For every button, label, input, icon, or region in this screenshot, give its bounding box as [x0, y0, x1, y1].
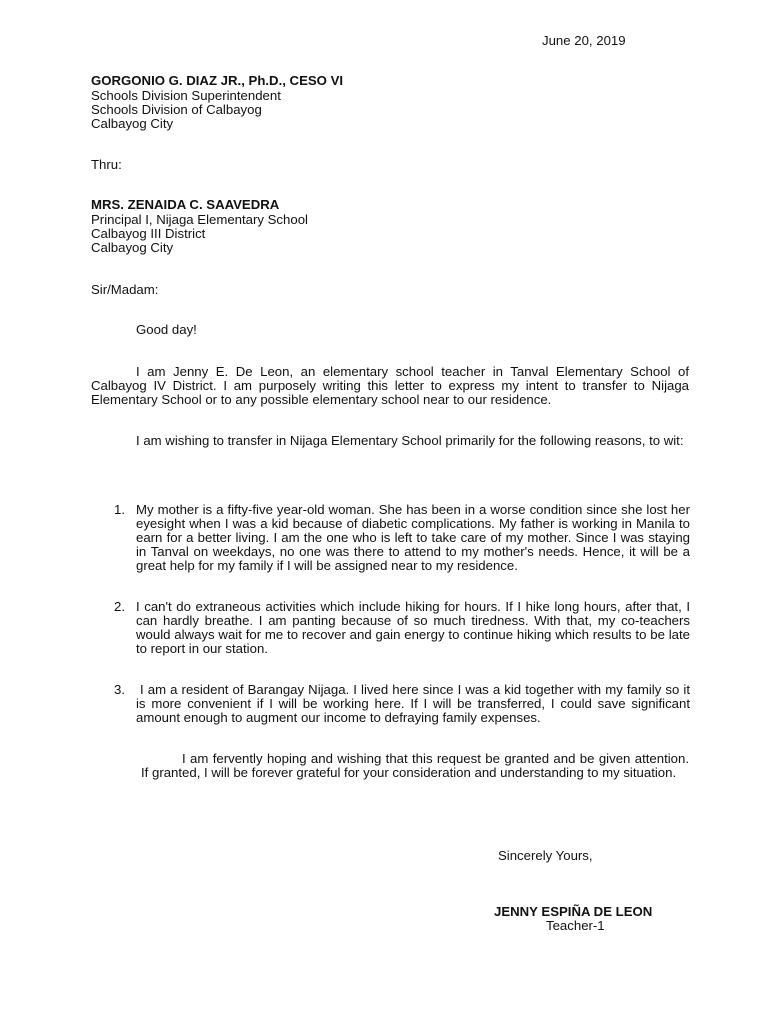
recipient-name: GORGONIO G. DIAZ JR., Ph.D., CESO VI	[91, 73, 344, 88]
thru-line: Principal I, Nijaga Elementary School	[91, 212, 308, 227]
signer-title: Teacher-1	[546, 918, 605, 933]
recipient-line: Schools Division Superintendent	[91, 88, 281, 103]
recipient-line: Calbayog City	[91, 116, 174, 131]
letter-date: June 20, 2019	[542, 33, 626, 48]
list-item-text: I am a resident of Barangay Nijaga. I lived here since I was a kid together with my family so it is more convenient if I will be working here. If I will be transferred, I could save significant amount enough to augment our income to defraying family expenses.	[136, 682, 690, 725]
thru-line: Calbayog III District	[91, 226, 206, 241]
signer-name: JENNY ESPIÑA DE LEON	[494, 904, 653, 919]
list-item-text: My mother is a fifty-five year-old woman. She has been in a worse condition since she lost her eyesight when I was a kid because of diabetic complications. My father is working in Manila to earn for a better living. I am the one who is left to take care of my mother. Since I was staying in Tanval on weekdays, no one was there to attend to my mother's needs. Hence, it will be a great help for my family if I will be assigned near to my residence.	[136, 502, 690, 573]
list-item-text: I can't do extraneous activities which include hiking for hours. If I hike long hours, after that, I can hardly breathe. I am panting because of so much tiredness. With that, my co-teachers would always wait for me to recover and gain energy to continue hiking which results to be late to report in our station.	[136, 599, 690, 656]
list-number: 3.	[114, 682, 125, 697]
thru-name: MRS. ZENAIDA C. SAAVEDRA	[91, 197, 280, 212]
reasons-intro-paragraph: I am wishing to transfer in Nijaga Elementary School primarily for the following reasons, to wit:	[136, 433, 684, 448]
thru-line: Calbayog City	[91, 240, 174, 255]
list-number: 1.	[114, 502, 125, 517]
recipient-line: Schools Division of Calbayog	[91, 102, 262, 117]
closing-paragraph: I am fervently hoping and wishing that this request be granted and be given attention. If granted, I will be forever grateful for your consideration and understanding to my situation.	[141, 751, 689, 780]
greeting: Good day!	[136, 322, 197, 337]
closing: Sincerely Yours,	[498, 848, 593, 863]
thru-label: Thru:	[91, 157, 122, 172]
intro-paragraph: I am Jenny E. De Leon, an elementary school teacher in Tanval Elementary School of Calbayog IV District. I am purposely writing this letter to express my intent to transfer to Nijaga Elementary School or to any possible elementary school near to our residence.	[91, 364, 689, 407]
salutation: Sir/Madam:	[91, 282, 159, 297]
list-number: 2.	[114, 599, 125, 614]
